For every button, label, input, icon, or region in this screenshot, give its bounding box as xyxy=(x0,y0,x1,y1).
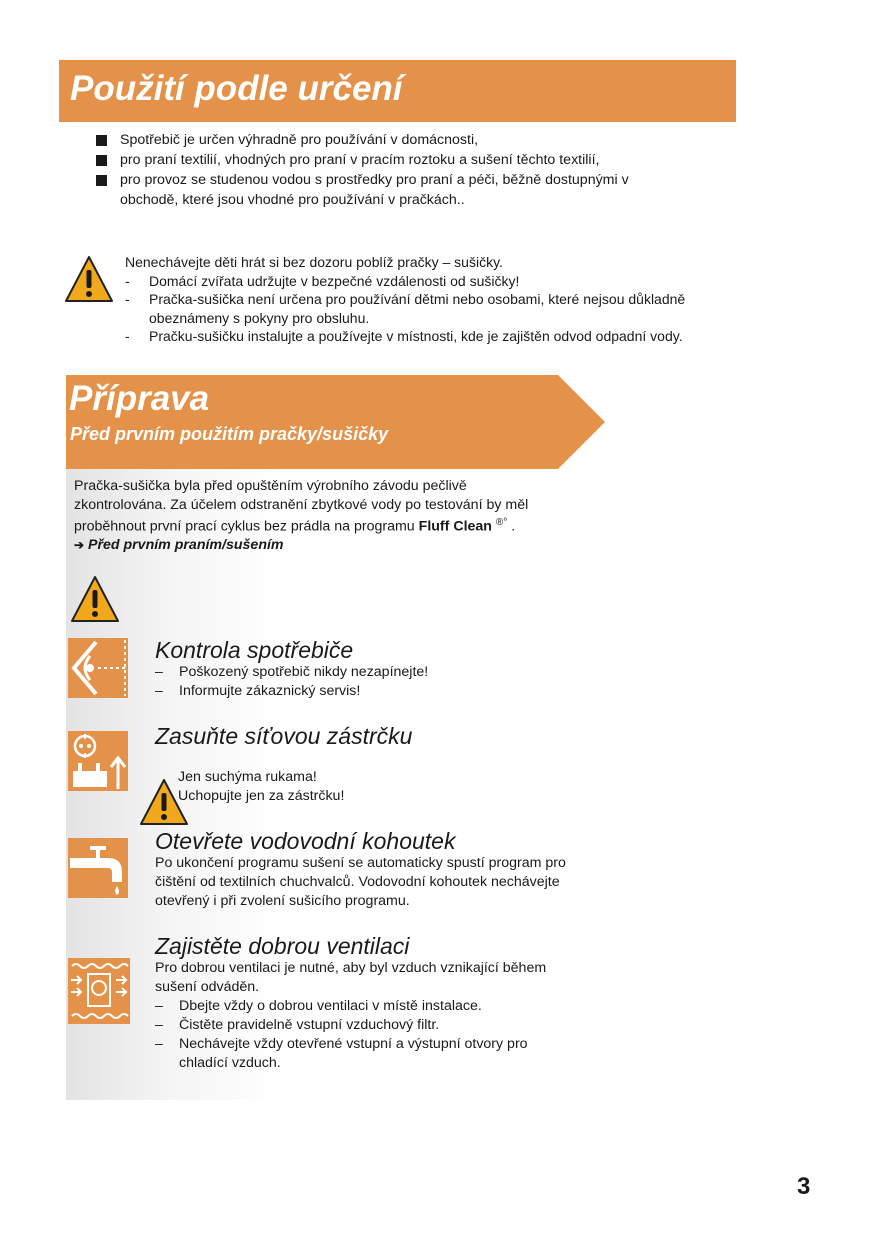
check-list xyxy=(155,663,428,701)
square-bullet-icon xyxy=(96,175,107,186)
list-item: - Pračku-sušičku instalujte a používejte v místnosti, kde je zajištěn odvod odpadní vody. xyxy=(125,328,683,345)
plug-notes xyxy=(178,768,344,806)
list-item-continuation: chladící vzduch. xyxy=(179,1055,281,1071)
section-title-tap: Otevřete vodovodní kohoutek xyxy=(155,828,456,854)
list-item-continuation: obchodě, které jsou vhodné pro používání v pračkách.. xyxy=(120,192,465,208)
list-item: pro praní textilií, vhodných pro praní v pracím roztoku a sušení těchto textilií, xyxy=(96,151,776,171)
preparation-subtitle: Před prvním použitím pračky/sušičky xyxy=(70,424,389,444)
note-item: Jen suchýma rukama! xyxy=(178,769,317,785)
section-title-vent: Zajistěte dobrou ventilaci xyxy=(155,933,410,959)
warning-triangle-icon xyxy=(64,255,114,303)
preparation-title: Příprava xyxy=(69,379,210,418)
cross-reference: ➔ Před prvním praním/sušením xyxy=(74,537,284,554)
fluff-clean-program-icon: ®° xyxy=(495,517,508,528)
usage-bullet-list xyxy=(96,131,776,211)
program-name: Fluff Clean xyxy=(418,518,492,535)
list-item: – Informujte zákaznický servis! xyxy=(155,683,361,699)
arrow-right-icon: ➔ xyxy=(74,538,85,553)
note-item: Uchopujte jen za zástrčku! xyxy=(178,788,345,804)
visual-check-icon xyxy=(68,638,128,698)
vent-text: Pro dobrou ventilaci je nutné, aby byl vzduch vznikající během sušení odváděn. – Dbejte vždy o dobrou ventilaci v místě instalace. – Čistěte pravidelně vstupní vzduchový filtr. – Nechávejte vždy otevřené vstupní a výstupní otvory pro chladící vzduch. xyxy=(155,960,547,1071)
list-item: Spotřebič je určen výhradně pro používání v domácnosti, xyxy=(96,131,776,151)
square-bullet-icon xyxy=(96,135,107,146)
power-plug-icon xyxy=(68,731,128,791)
square-bullet-icon xyxy=(96,155,107,166)
warning-triangle-icon xyxy=(70,575,120,623)
list-item: – Čistěte pravidelně vstupní vzduchový filtr. xyxy=(155,1017,440,1033)
water-tap-icon xyxy=(68,838,128,898)
list-item: - Pračka-sušička není určena pro používání dětmi nebo osobami, které nejsou důkladně xyxy=(125,291,686,308)
page-number: 3 xyxy=(797,1173,811,1200)
warning-intro: Nenechávejte děti hrát si bez dozoru poblíž pračky – sušičky. xyxy=(125,254,503,270)
usage-banner xyxy=(59,60,736,122)
warning-block xyxy=(125,253,785,346)
list-item: - Domácí zvířata udržujte v bezpečné vzdálenosti od sušičky! xyxy=(125,272,520,289)
list-item-continuation: obeznámeny s pokyny pro obsluhu. xyxy=(149,309,370,326)
section-title-plug: Zasuňte síťovou zástrčku xyxy=(155,723,413,749)
list-item: – Poškozený spotřebič nikdy nezapínejte! xyxy=(155,664,429,680)
list-item: pro provoz se studenou vodou s prostředky pro praní a péči, běžně dostupnými v xyxy=(96,171,776,191)
list-item: – Nechávejte vždy otevřené vstupní a výstupní otvory pro xyxy=(155,1036,528,1052)
ventilation-icon xyxy=(68,958,130,1024)
tap-text: Po ukončení programu sušení se automaticky spustí program pro čištění od textilních chuchvalců. Vodovodní kohoutek nechávejte otevřený i při zvolení sušicího programu. xyxy=(155,855,566,909)
section-title-check: Kontrola spotřebiče xyxy=(155,637,354,663)
usage-title: Použití podle určení xyxy=(70,69,403,108)
preparation-intro: Pračka-sušička byla před opuštěním výrobního závodu pečlivě zkontrolována. Za účelem odstranění zbytkové vody po testování by měl proběhnout první prací cyklus bez prádla na programu Fluff Clean ®° . ➔ Před prvním praním/sušením xyxy=(74,477,604,555)
list-item: – Dbejte vždy o dobrou ventilaci v místě instalace. xyxy=(155,998,482,1014)
